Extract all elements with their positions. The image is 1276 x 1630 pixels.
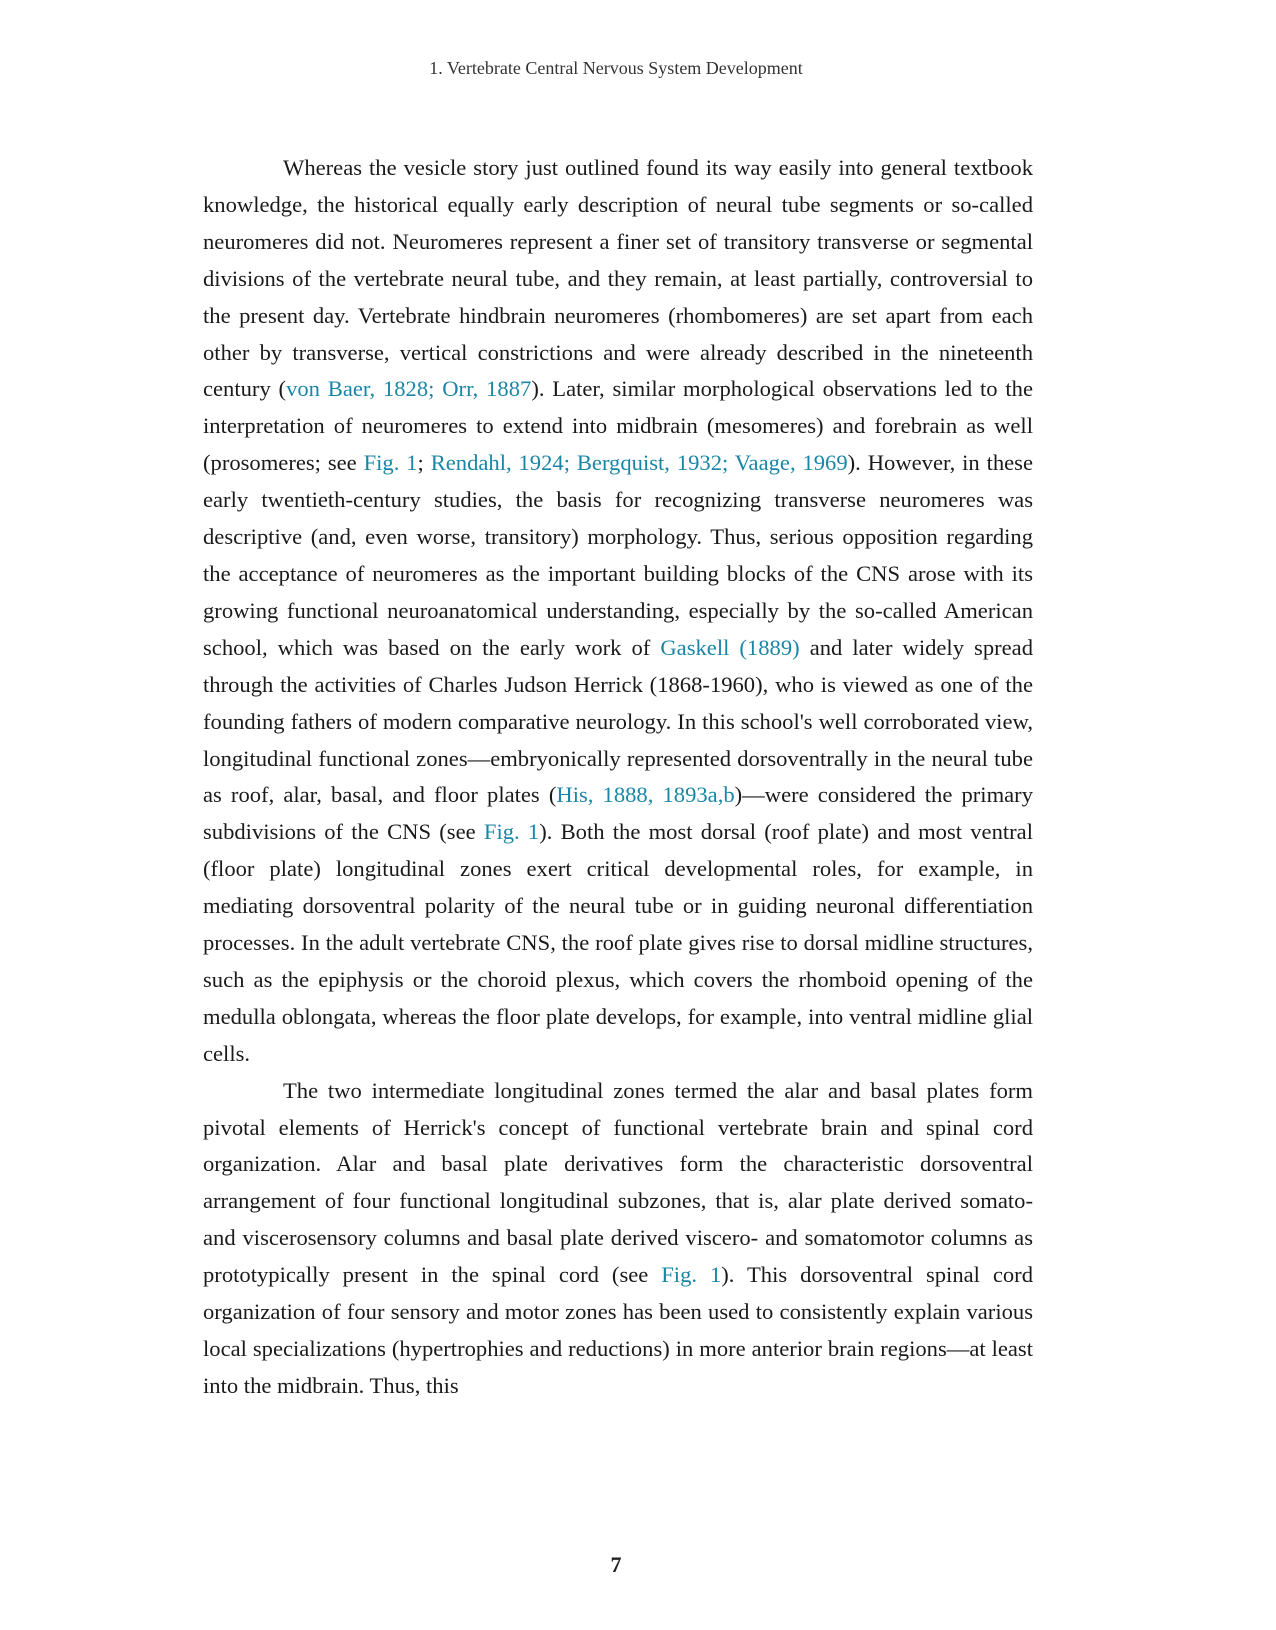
figure-1-link[interactable]: Fig. 1 (661, 1262, 722, 1288)
citation-rendahl-bergquist-vaage[interactable]: Rendahl, 1924; Bergquist, 1932; Vaage, 1969 (430, 450, 848, 476)
paragraph-1-text-7: ). Both the most dorsal (roof plate) and most ventral (floor plate) longitudinal zones exert critical developmental roles, for example, in mediating dorsoventral polarity of the neural tube or in guiding neuronal differentiation processes. In the adult vertebrate CNS, the roof plate gives rise to dorsal midline structures, such as the epiphysis or the choroid plexus, which covers the rhomboid opening of the medulla oblongata, whereas the floor plate develops, for example, into ventral midline glial cells. (203, 819, 1033, 1066)
paragraph-1-text-3: ; (417, 450, 431, 476)
citation-his[interactable]: His, 1888, 1893a,b (556, 782, 735, 808)
citation-von-baer-orr[interactable]: von Baer, 1828; Orr, 1887 (286, 376, 532, 402)
body-text (203, 150, 1033, 1405)
citation-gaskell[interactable]: Gaskell (1889) (660, 634, 800, 660)
page-number: 7 (610, 1552, 622, 1577)
figure-1-link[interactable]: Fig. 1 (483, 819, 540, 845)
paragraph-2-text-2: ). This dorsoventral spinal cord organization of four sensory and motor zones has been used to consistently explain various local specializations (hypertrophies and reductions) in more anterior brain regions—at least into the midbrain. Thus, this (203, 1262, 1034, 1398)
paragraph-1 (203, 150, 1033, 1073)
paragraph-2-text-1: The two intermediate longitudinal zones termed the alar and basal plates form pivotal elements of Herrick's concept of functional vertebrate brain and spinal cord organization. Alar and basal plate derivatives form the characteristic dorsoventral arrangement of four functional longitudinal subzones, that is, alar plate derived somato- and viscerosensory columns and basal plate derived viscero- and somatomotor columns as prototypically present in the spinal cord (see (203, 1077, 1033, 1288)
paragraph-1-text-2: ). Later, similar morphological observations led to the interpretation of neuromeres to extend into midbrain (mesomeres) and forebrain as well (prosomeres; see (203, 376, 1034, 476)
paragraph-1-text-5: and later widely spread through the activities of Charles Judson Herrick (1868-1960), who is viewed as one of the founding fathers of modern comparative neurology. In this school's well corroborated view, longitudinal functional zones—embryonically represented dorsoventrally in the neural tube as roof, alar, basal, and floor plates ( (203, 634, 1034, 808)
paragraph-1-text-4: ). However, in these early twentieth-century studies, the basis for recognizing transverse neuromeres was descriptive (and, even worse, transitory) morphology. Thus, serious opposition regarding the acceptance of neuromeres as the important building blocks of the CNS arose with its growing functional neuroanatomical understanding, especially by the so-called American school, which was based on the early work of (203, 450, 1033, 660)
paragraph-2 (203, 1073, 1033, 1405)
paragraph-1-text-6: )—were considered the primary subdivisions of the CNS (see (203, 782, 1033, 845)
figure-1-link[interactable]: Fig. 1 (363, 450, 418, 476)
running-header: 1. Vertebrate Central Nervous System Development (429, 58, 803, 78)
paragraph-1-text-1: Whereas the vesicle story just outlined found its way easily into general textbook knowledge, the historical equally early description of neural tube segments or so-called neuromeres did not. Neuromeres represent a finer set of transitory transverse or segmental divisions of the vertebrate neural tube, and they remain, at least partially, controversial to the present day. Vertebrate hindbrain neuromeres (rhombomeres) are set apart from each other by transverse, vertical constrictions and were already described in the nineteenth century ( (203, 155, 1033, 402)
